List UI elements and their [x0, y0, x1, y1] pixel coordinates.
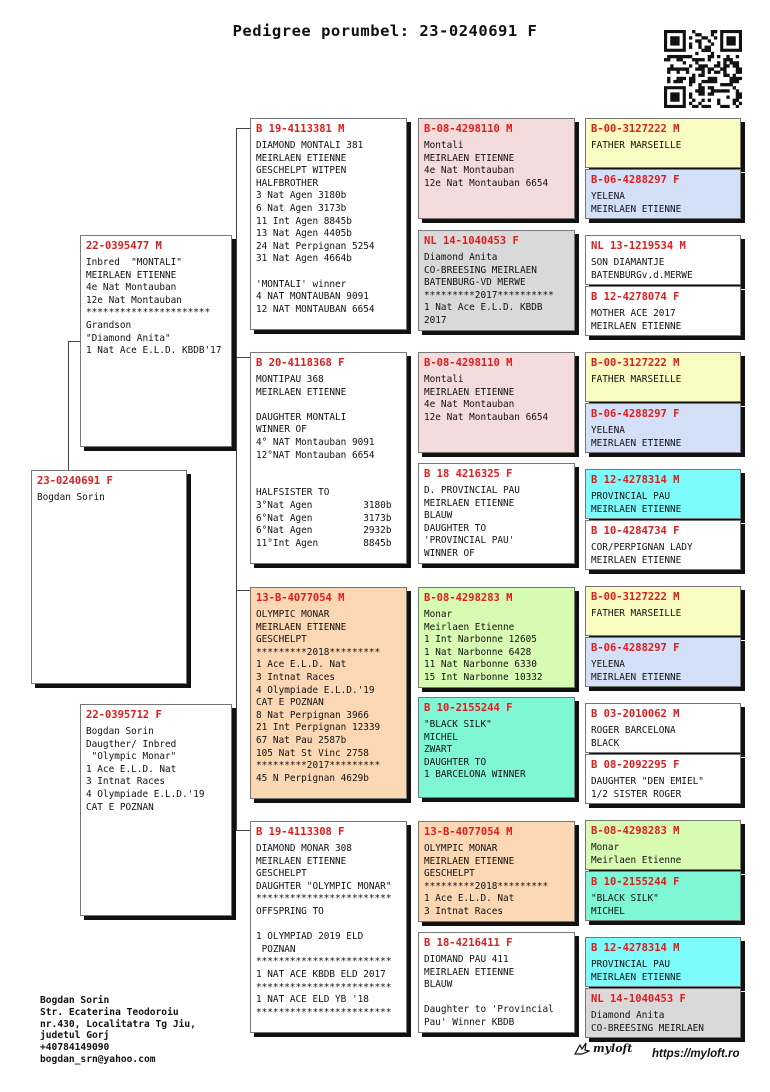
connector-line — [68, 341, 80, 342]
pigeon-card-great-great-grandparent[interactable] — [585, 871, 741, 921]
pigeon-details: FATHER MARSEILLE — [591, 608, 682, 619]
website-url: https://myloft.ro — [652, 1048, 740, 1060]
pigeon-card-great-great-grandparent[interactable] — [585, 520, 741, 570]
pigeon-card-great-great-grandparent[interactable] — [585, 820, 741, 870]
pigeon-details: "BLACK SILK" MICHEL ZWART DAUGHTER TO 1 BARCELONA WINNER — [424, 719, 526, 781]
ring-number: B 10-2155244 F — [591, 876, 680, 888]
ring-number: 23-0240691 F — [37, 475, 113, 487]
pigeon-card-sire[interactable] — [80, 235, 232, 447]
pigeon-card-great-grandparent[interactable] — [418, 587, 575, 688]
pigeon-details: SON DIAMANTJE BATENBURGv.d.MERWE — [591, 257, 693, 281]
ring-number: B-00-3127222 M — [591, 357, 680, 369]
ring-number: B-08-4298110 M — [424, 123, 513, 135]
ring-number: B 18 4216325 F — [424, 468, 513, 480]
pigeon-details: MOTHER ACE 2017 MEIRLAEN ETIENNE — [591, 308, 682, 332]
dove-icon — [574, 1042, 590, 1056]
pigeon-details: ROGER BARCELONA BLACK — [591, 725, 676, 749]
pigeon-details: D. PROVINCIAL PAU MEIRLAEN ETIENNE BLAUW DAUGHTER TO 'PROVINCIAL PAU' WINNER OF — [424, 485, 520, 559]
pigeon-details: Bogdan Sorin — [37, 492, 105, 503]
pigeon-details: DIOMAND PAU 411 MEIRLAEN ETIENNE BLAUW Daughter to 'Provincial Pau' Winner KBDB — [424, 954, 554, 1028]
pigeon-details: COR/PERPIGNAN LADY MEIRLAEN ETIENNE — [591, 542, 693, 566]
ring-number: 22-0395712 F — [86, 709, 162, 721]
pigeon-details: Diamond Anita CO-BREESING MEIRLAEN BATENBURG-VD MERWE *********2017********** 1 Nat Ace E.L.D. KBDB 2017 — [424, 252, 554, 326]
ring-number: B-06-4288297 F — [591, 642, 680, 654]
pigeon-card-grandparent[interactable] — [250, 118, 407, 330]
connector-line — [236, 128, 250, 129]
ring-number: B 19-4113308 F — [256, 826, 345, 838]
ring-number: NL 13-1219534 M — [591, 240, 686, 252]
ring-number: NL 14-1040453 F — [591, 993, 686, 1005]
pigeon-card-great-great-grandparent[interactable] — [585, 586, 741, 636]
pigeon-card-great-great-grandparent[interactable] — [585, 937, 741, 987]
pigeon-card-great-great-grandparent[interactable] — [585, 988, 741, 1038]
pigeon-card-great-great-grandparent[interactable] — [585, 169, 741, 219]
pigeon-details: PROVINCIAL PAU MEIRLAEN ETIENNE — [591, 491, 682, 515]
pigeon-card-grandparent[interactable] — [250, 821, 407, 1033]
pigeon-details: OLYMPIC MONAR MEIRLAEN ETIENNE GESCHELPT *********2018********* 1 Ace E.L.D. Nat 3 Intnat Races 4 Olympiade E.L.D.'19 CAT E POZNAN 8 Nat Perpignan 3966 21 Int Perpignan 12339 67 Nat Pau 2587b 105 Nat St Vinc 2758 *********2017********* 45 N Perpignan 4629b — [256, 609, 381, 784]
pigeon-card-great-grandparent[interactable] — [418, 932, 575, 1033]
ring-number: B-00-3127222 M — [591, 591, 680, 603]
pigeon-details: MONTIPAU 368 MEIRLAEN ETIENNE DAUGHTER MONTALI WINNER OF 4° NAT Montauban 9091 12°NAT Montauban 6654 HALFSISTER TO 3°Nat Agen 3180b 6°Nat Agen 3173b 6°Nat Agen 2932b 11°Int Agen 8845b — [256, 374, 392, 549]
pigeon-card-great-great-grandparent[interactable] — [585, 118, 741, 168]
ring-number: B-08-4298110 M — [424, 357, 513, 369]
pigeon-details: Bogdan Sorin Daugther/ Inbred "Olympic Monar" 1 Ace E.L.D. Nat 3 Intnat Races 4 Olympiade E.L.D.'19 CAT E POZNAN — [86, 726, 205, 813]
connector-line — [236, 830, 250, 831]
pigeon-card-great-grandparent[interactable] — [418, 352, 575, 453]
pigeon-card-great-great-grandparent[interactable] — [585, 703, 741, 753]
pigeon-details: DIAMOND MONAR 308 MEIRLAEN ETIENNE GESCHELPT DAUGHTER "OLYMPIC MONAR" ************************ OFFSPRING TO 1 OLYMPIAD 2019 ELD POZNAN ************************ 1 NAT ACE KBDB ELD 2017 ************************ 1 NAT ACE ELD YB '18 ************************ — [256, 843, 392, 1018]
pigeon-card-great-great-grandparent[interactable] — [585, 754, 741, 804]
pigeon-details: Monar Meirlaen Etienne — [591, 842, 682, 866]
connector-line — [236, 590, 237, 830]
ring-number: B 12-4278314 M — [591, 942, 680, 954]
pigeon-card-grandparent[interactable] — [250, 352, 407, 564]
pigeon-details: DIAMOND MONTALI 381 MEIRLAEN ETIENNE GESCHELPT WITPEN HALFBROTHER 3 Nat Agen 3180b 6 Nat Agen 3173b 11 Int Agen 8845b 13 Nat Agen 4405b 24 Nat Perpignan 5254 31 Nat Agen 4664b 'MONTALI' winner 4 NAT MONTAUBAN 9091 12 NAT MONTAUBAN 6654 — [256, 140, 375, 315]
ring-number: B 10-4284734 F — [591, 525, 680, 537]
pigeon-card-grandparent[interactable] — [250, 587, 407, 799]
ring-number: B-08-4298283 M — [424, 592, 513, 604]
pigeon-details: "BLACK SILK" MICHEL — [591, 893, 659, 917]
ring-number: B 18-4216411 F — [424, 937, 513, 949]
pigeon-card-great-grandparent[interactable] — [418, 821, 575, 922]
ring-number: B 10-2155244 F — [424, 702, 513, 714]
pigeon-details: Montali MEIRLAEN ETIENNE 4e Nat Montauban 12e Nat Montauban 6654 — [424, 140, 549, 189]
ring-number: B 19-4113381 M — [256, 123, 345, 135]
ring-number: B 08-2092295 F — [591, 759, 680, 771]
connector-line — [236, 357, 250, 358]
ring-number: B-00-3127222 M — [591, 123, 680, 135]
ring-number: NL 14-1040453 F — [424, 235, 519, 247]
pigeon-details: Monar Meirlaen Etienne 1 Int Narbonne 12605 1 Nat Narbonne 6428 11 Nat Narbonne 6330 15 Int Narbonne 10332 — [424, 609, 543, 683]
pigeon-details: OLYMPIC MONAR MEIRLAEN ETIENNE GESCHELPT *********2018********* 1 Ace E.L.D. Nat 3 Intnat Races — [424, 843, 549, 917]
pigeon-details: DAUGHTER "DEN EMIEL" 1/2 SISTER ROGER — [591, 776, 704, 800]
pigeon-card-great-great-grandparent[interactable] — [585, 235, 741, 285]
pigeon-card-great-great-grandparent[interactable] — [585, 469, 741, 519]
pigeon-card-great-grandparent[interactable] — [418, 118, 575, 219]
pigeon-details: YELENA MEIRLAEN ETIENNE — [591, 659, 682, 683]
brand-name: myloft — [593, 1042, 633, 1055]
pigeon-card-great-great-grandparent[interactable] — [585, 403, 741, 453]
ring-number: B-06-4288297 F — [591, 408, 680, 420]
ring-number: B-06-4288297 F — [591, 174, 680, 186]
page-title: Pedigree porumbel: 23-0240691 F — [232, 22, 538, 40]
pigeon-details: YELENA MEIRLAEN ETIENNE — [591, 191, 682, 215]
pigeon-details: Diamond Anita CO-BREESING MEIRLAEN — [591, 1010, 704, 1034]
pigeon-details: FATHER MARSEILLE — [591, 140, 682, 151]
qr-code — [664, 30, 742, 108]
pigeon-card-great-grandparent[interactable] — [418, 463, 575, 564]
pigeon-details: Montali MEIRLAEN ETIENNE 4e Nat Montauban 12e Nat Montauban 6654 — [424, 374, 549, 423]
pigeon-card-dam[interactable] — [80, 704, 232, 916]
pigeon-details: PROVINCIAL PAU MEIRLAEN ETIENNE — [591, 959, 682, 983]
ring-number: 22-0395477 M — [86, 240, 162, 252]
owner-contact: Bogdan Sorin Str. Ecaterina Teodoroiu nr.430, Localitatra Tg Jiu, judetul Gorj +40784149090 bogdan_srn@yahoo.com — [40, 995, 196, 1065]
ring-number: B-08-4298283 M — [591, 825, 680, 837]
pigeon-details: YELENA MEIRLAEN ETIENNE — [591, 425, 682, 449]
ring-number: 13-B-4077054 M — [424, 826, 513, 838]
ring-number: B 20-4118368 F — [256, 357, 345, 369]
pigeon-card-great-great-grandparent[interactable] — [585, 637, 741, 687]
ring-number: B 03-2010062 M — [591, 708, 680, 720]
connector-line — [236, 590, 250, 591]
pigeon-card-great-grandparent[interactable] — [418, 230, 575, 331]
pigeon-details: FATHER MARSEILLE — [591, 374, 682, 385]
pigeon-card-great-great-grandparent[interactable] — [585, 286, 741, 336]
ring-number: B 12-4278314 M — [591, 474, 680, 486]
ring-number: B 12-4278074 F — [591, 291, 680, 303]
pigeon-card-great-great-grandparent[interactable] — [585, 352, 741, 402]
ring-number: 13-B-4077054 M — [256, 592, 345, 604]
pigeon-card-great-grandparent[interactable] — [418, 697, 575, 798]
pigeon-card-root[interactable] — [31, 470, 187, 684]
brand-logo — [574, 1042, 632, 1056]
pigeon-details: Inbred "MONTALI" MEIRLAEN ETIENNE 4e Nat Montauban 12e Nat Montauban ********************** Grandson "Diamond Anita" 1 Nat Ace E.L.D. KBDB'17 — [86, 257, 222, 357]
